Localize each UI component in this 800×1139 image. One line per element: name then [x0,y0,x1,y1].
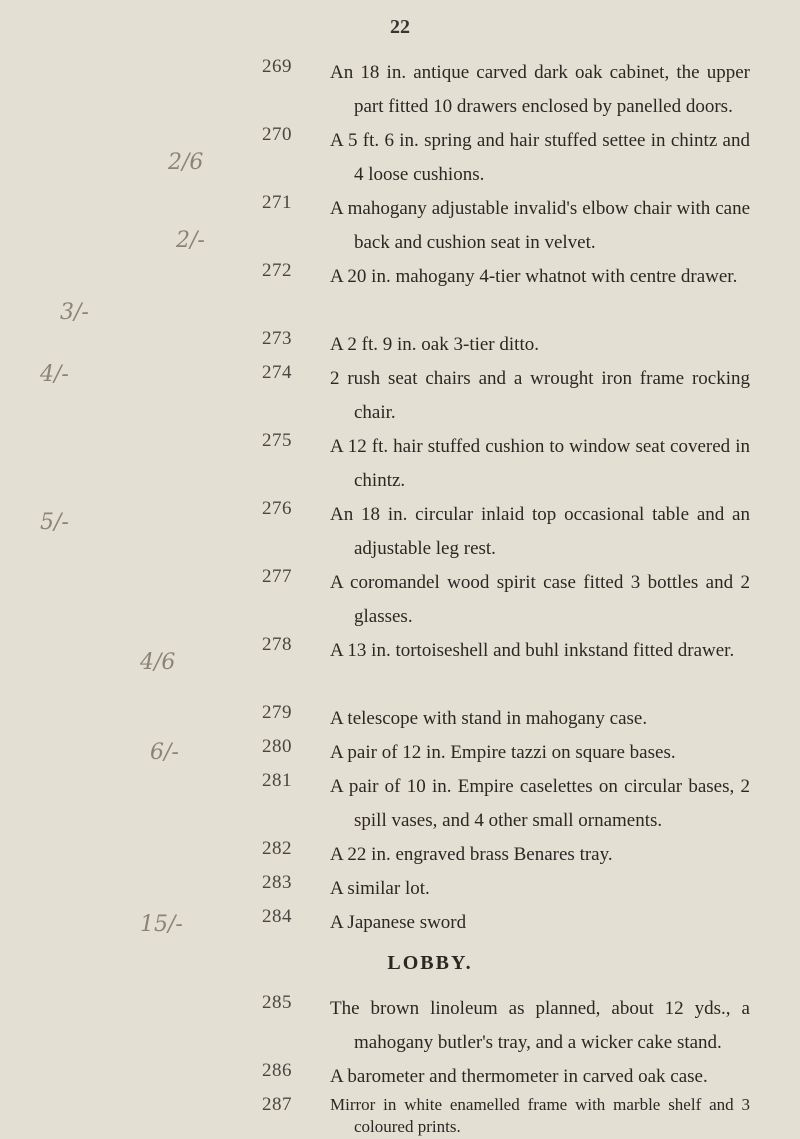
lot-number: 270 [262,124,292,145]
lot-description: A coromandel wood spirit case fitted 3 bottles and 2 glasses. [330,572,750,627]
lot-description: A pair of 12 in. Empire tazzi on square bases. [330,742,676,763]
lot-description: A mahogany adjustable invalid's elbow chair with cane back and cushion seat in velvet. [330,198,750,253]
lot-number: 277 [262,566,292,587]
lot-number: 278 [262,634,292,655]
lot-number: 273 [262,328,292,349]
margin-note: 3/- [60,300,89,325]
margin-note: 2/- [176,228,205,253]
lot-description: A 12 ft. hair stuffed cushion to window seat covered in chintz. [330,436,750,491]
lot-description: A 2 ft. 9 in. oak 3-tier ditto. [330,334,539,355]
lot-number: 272 [262,260,292,281]
lot-number: 275 [262,430,292,451]
margin-note: 6/- [150,740,179,765]
lot-number: 269 [262,56,292,77]
margin-note: 15/- [140,912,183,937]
lot-description: A similar lot. [330,878,430,899]
lot-description: Mirror in white enamelled frame with marble shelf and 3 coloured prints. [330,1095,750,1136]
lot-description: An 18 in. antique carved dark oak cabinet, the upper part fitted 10 drawers enclosed by panelled doors. [330,62,750,117]
lot-number: 285 [262,992,292,1013]
lot-description: The brown linoleum as planned, about 12 yds., a mahogany butler's tray, and a wicker cake stand. [330,998,750,1053]
lot-number: 282 [262,838,292,859]
lot-number: 276 [262,498,292,519]
page-number: 22 [390,16,410,38]
lot-number: 283 [262,872,292,893]
section-heading: LOBBY. [387,952,473,974]
lot-description: A 20 in. mahogany 4-tier whatnot with centre drawer. [330,266,738,287]
margin-note: 4/6 [140,650,176,675]
lot-number: 274 [262,362,292,383]
lot-number: 280 [262,736,292,757]
margin-note: 4/- [40,362,69,387]
lot-description: A Japanese sword [330,912,467,933]
lot-description: A 13 in. tortoiseshell and buhl inkstand fitted drawer. [330,640,735,661]
lot-description: An 18 in. circular inlaid top occasional table and an adjustable leg rest. [330,504,750,559]
lot-description: A pair of 10 in. Empire caselettes on circular bases, 2 spill vases, and 4 other small ornaments. [330,776,750,831]
lot-description: A 5 ft. 6 in. spring and hair stuffed settee in chintz and 4 loose cushions. [330,130,750,185]
lot-description: A 22 in. engraved brass Benares tray. [330,844,613,865]
lot-description: 2 rush seat chairs and a wrought iron frame rocking chair. [330,368,750,423]
margin-note: 2/6 [168,150,204,175]
lot-description: A telescope with stand in mahogany case. [330,708,648,729]
lot-number: 271 [262,192,292,213]
margin-note: 5/- [40,510,69,535]
lot-description: A barometer and thermometer in carved oak case. [330,1066,708,1087]
lot-number: 281 [262,770,292,791]
lot-number: 279 [262,702,292,723]
lot-number: 287 [262,1094,292,1115]
lot-number: 284 [262,906,292,927]
lot-number: 286 [262,1060,292,1081]
